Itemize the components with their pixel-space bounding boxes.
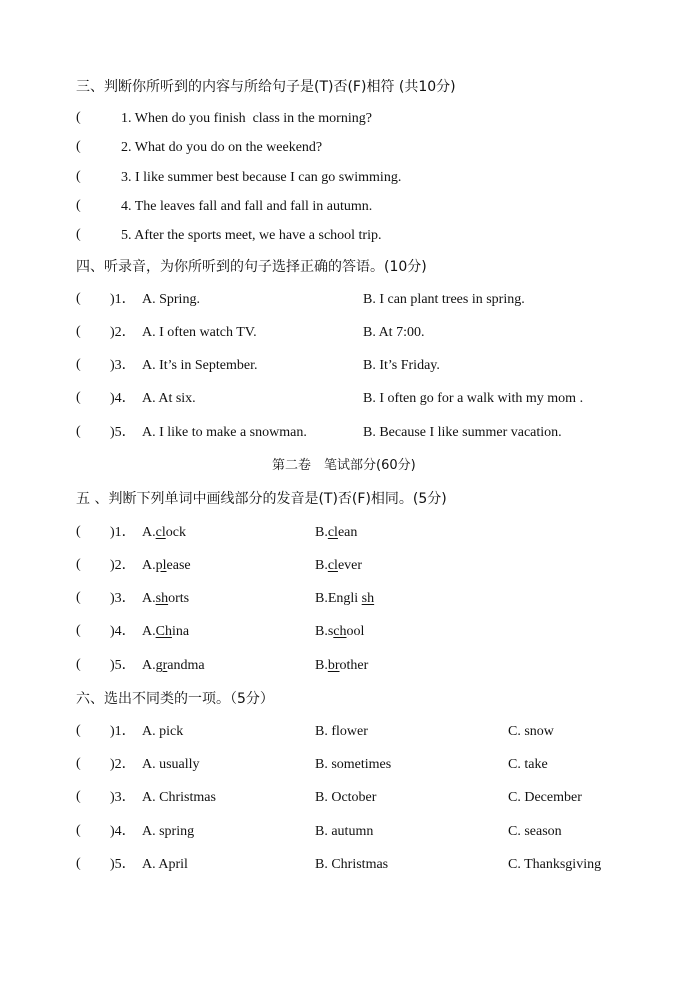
option-b: B. I can plant trees in spring. <box>363 292 525 307</box>
question-number: )4． <box>110 391 136 406</box>
question-number: )5． <box>110 658 136 673</box>
option-b: B.brother <box>315 658 369 673</box>
option-a: A.grandma <box>142 658 205 673</box>
question-text: 3. I like summer best because I can go swimming. <box>121 170 402 185</box>
answer-paren: ( <box>76 623 81 638</box>
question-number: )1． <box>110 292 136 307</box>
option-c: C. December <box>508 790 582 805</box>
section5-title: 五 、判断下列单词中画线部分的发音是(T)否(F)相同。(5分) <box>76 491 447 507</box>
option-c: C. season <box>508 824 562 839</box>
option-a: A. usually <box>142 757 200 772</box>
option-a: A. spring <box>142 824 195 839</box>
question-number: )3． <box>110 591 136 606</box>
option-a: A. At six. <box>142 391 196 406</box>
option-b: B.clean <box>315 525 358 540</box>
answer-paren: ( <box>76 198 81 213</box>
section4-title: 四、听录音，为你所听到的句子选择正确的答语。(10分) <box>76 259 427 275</box>
question-text: 5. After the sports meet, we have a school trip. <box>121 228 382 243</box>
question-number: )1． <box>110 525 136 540</box>
question-number: )1． <box>110 724 136 739</box>
option-b: B. October <box>315 790 377 805</box>
answer-paren: ( <box>76 169 81 184</box>
answer-paren: ( <box>76 657 81 672</box>
answer-paren: ( <box>76 723 81 738</box>
question-text: 1. When do you finish class in the morning? <box>121 111 372 126</box>
answer-paren: ( <box>76 823 81 838</box>
answer-paren: ( <box>76 110 81 125</box>
option-a: A. April <box>142 857 188 872</box>
option-a: A. Christmas <box>142 790 216 805</box>
option-a: A. I often watch TV. <box>142 325 257 340</box>
option-c: C. snow <box>508 724 554 739</box>
question-number: )5． <box>110 425 136 440</box>
answer-paren: ( <box>76 789 81 804</box>
option-b: B. It’s Friday. <box>363 358 440 373</box>
answer-paren: ( <box>76 424 81 439</box>
answer-paren: ( <box>76 856 81 871</box>
question-number: )3． <box>110 790 136 805</box>
option-b: B. I often go for a walk with my mom . <box>363 391 584 406</box>
question-number: )3． <box>110 358 136 373</box>
option-b: B. Christmas <box>315 857 389 872</box>
option-a: A. It’s in September. <box>142 358 258 373</box>
option-b: B. autumn <box>315 824 374 839</box>
answer-paren: ( <box>76 291 81 306</box>
question-number: )4． <box>110 824 136 839</box>
question-number: )2． <box>110 757 136 772</box>
option-b: B.school <box>315 624 365 639</box>
answer-paren: ( <box>76 390 81 405</box>
question-number: )2． <box>110 558 136 573</box>
option-a: A. Spring. <box>142 292 200 307</box>
option-a: A. I like to make a snowman. <box>142 425 307 440</box>
option-b: B. At 7:00. <box>363 325 425 340</box>
option-a: A. pick <box>142 724 184 739</box>
option-a: A.China <box>142 624 190 639</box>
option-b: B. Because I like summer vacation. <box>363 425 562 440</box>
question-text: 4. The leaves fall and fall and fall in autumn. <box>121 199 373 214</box>
answer-paren: ( <box>76 557 81 572</box>
option-b: B. flower <box>315 724 368 739</box>
option-b: B.Engli sh <box>315 591 375 606</box>
question-number: )2． <box>110 325 136 340</box>
answer-paren: ( <box>76 357 81 372</box>
answer-paren: ( <box>76 590 81 605</box>
question-number: )4． <box>110 624 136 639</box>
part2-title: 第二卷 笔试部分(60分) <box>272 458 416 473</box>
option-c: C. Thanksgiving <box>508 857 602 872</box>
answer-paren: ( <box>76 756 81 771</box>
option-c: C. take <box>508 757 548 772</box>
option-b: B. sometimes <box>315 757 392 772</box>
section6-title: 六、选出不同类的一项。（5分） <box>76 691 274 707</box>
option-a: A.clock <box>142 525 186 540</box>
section3-title: 三、判断你所听到的内容与所给句子是(T)否(F)相符 (共10分) <box>76 79 456 95</box>
question-text: 2. What do you do on the weekend? <box>121 140 323 155</box>
question-number: )5． <box>110 857 136 872</box>
option-b: B.clever <box>315 558 363 573</box>
answer-paren: ( <box>76 139 81 154</box>
answer-paren: ( <box>76 524 81 539</box>
option-a: A.please <box>142 558 191 573</box>
answer-paren: ( <box>76 324 81 339</box>
option-a: A.shorts <box>142 591 190 606</box>
answer-paren: ( <box>76 227 81 242</box>
